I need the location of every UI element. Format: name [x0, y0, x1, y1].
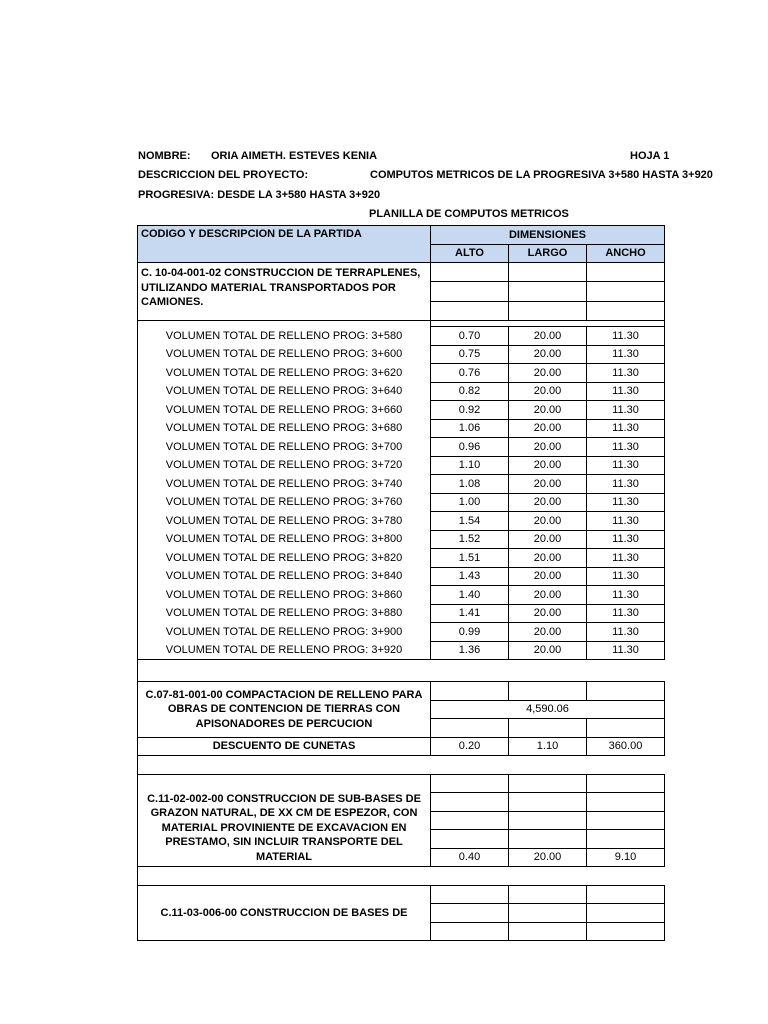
- volumen-row-largo: 20.00: [509, 456, 587, 475]
- volumen-row-ancho: 11.30: [587, 567, 665, 586]
- volumen-row: [138, 549, 665, 568]
- empty-cell: [509, 922, 587, 941]
- volumen-row: [138, 586, 665, 605]
- spacer-row: [138, 756, 665, 775]
- volumen-row: [138, 623, 665, 642]
- volumen-row-largo: 20.00: [509, 364, 587, 383]
- section3-title: C.11-02-002-00 CONSTRUCCION DE SUB-BASES DE GRAZON NATURAL, DE XX CM DE ESPEZOR, CON MATERIAL PROVINIENTE DE EXCAVACION EN PRESTAMO, SIN INCLUIR TRANSPORTE DEL MATERIAL: [138, 774, 431, 867]
- section2-title: C.07-81-001-00 COMPACTACION DE RELLENO PARA OBRAS DE CONTENCION DE TIERRAS CON APISONADORES DE PERCUCION: [138, 682, 431, 738]
- spacer-row: [138, 867, 665, 886]
- nombre-label: NOMBRE:: [138, 150, 191, 162]
- volumen-row-desc: VOLUMEN TOTAL DE RELLENO PROG: 3+740: [138, 475, 431, 494]
- volumen-row-largo: 20.00: [509, 345, 587, 364]
- volumen-row: [138, 401, 665, 420]
- volumen-row-ancho: 11.30: [587, 401, 665, 420]
- volumen-row-ancho: 11.30: [587, 364, 665, 383]
- empty-cell: [509, 830, 587, 849]
- volumen-row: [138, 567, 665, 586]
- volumen-row-alto: 0.96: [431, 438, 509, 457]
- volumen-row-desc: VOLUMEN TOTAL DE RELLENO PROG: 3+900: [138, 623, 431, 642]
- volumen-row: [138, 438, 665, 457]
- volumen-row-alto: 1.00: [431, 493, 509, 512]
- codigo-header-label: CODIGO Y DESCRIPCION DE LA PARTIDA: [141, 228, 362, 240]
- volumen-row: [138, 327, 665, 346]
- ancho-header: ANCHO: [587, 244, 665, 263]
- empty-cell: [587, 885, 665, 904]
- empty-cell: [587, 682, 665, 701]
- volumen-row-largo: 20.00: [509, 586, 587, 605]
- section3-row-alto: 0.40: [431, 848, 509, 867]
- volumen-row-alto: 0.99: [431, 623, 509, 642]
- volumen-row-alto: 1.36: [431, 641, 509, 660]
- section2-total: 4,590.06: [431, 700, 665, 719]
- volumen-row-largo: 20.00: [509, 382, 587, 401]
- volumen-row-desc: VOLUMEN TOTAL DE RELLENO PROG: 3+680: [138, 419, 431, 438]
- volumen-row-largo: 20.00: [509, 623, 587, 642]
- volumen-row-alto: 1.43: [431, 567, 509, 586]
- spacer-cell: [138, 660, 665, 682]
- volumen-row-desc: VOLUMEN TOTAL DE RELLENO PROG: 3+920: [138, 641, 431, 660]
- empty-cell: [431, 719, 509, 738]
- volumen-row-ancho: 11.30: [587, 586, 665, 605]
- volumen-row-alto: 0.76: [431, 364, 509, 383]
- volumen-row-alto: 1.54: [431, 512, 509, 531]
- volumen-row-largo: 20.00: [509, 401, 587, 420]
- volumen-row-desc: VOLUMEN TOTAL DE RELLENO PROG: 3+800: [138, 530, 431, 549]
- volumen-row: [138, 364, 665, 383]
- volumen-row-largo: 20.00: [509, 419, 587, 438]
- empty-cell: [587, 719, 665, 738]
- empty-cell: [431, 682, 509, 701]
- empty-cell: [587, 301, 665, 320]
- volumen-row-desc: VOLUMEN TOTAL DE RELLENO PROG: 3+620: [138, 364, 431, 383]
- section2-row-ancho: 360.00: [587, 737, 665, 756]
- volumen-row-alto: 1.51: [431, 549, 509, 568]
- volumen-row-desc: VOLUMEN TOTAL DE RELLENO PROG: 3+860: [138, 586, 431, 605]
- descripcion-label: DESCRICCION DEL PROYECTO:: [138, 169, 309, 181]
- planilla-title: PLANILLA DE COMPUTOS METRICOS: [369, 208, 569, 220]
- spacer-row: [138, 660, 665, 682]
- empty-cell: [587, 904, 665, 923]
- progresiva-label: PROGRESIVA: DESDE LA 3+580 HASTA 3+920: [138, 189, 381, 201]
- section3-row-largo: 20.00: [509, 848, 587, 867]
- empty-cell: [431, 922, 509, 941]
- volumen-row-alto: 1.52: [431, 530, 509, 549]
- volumen-row: [138, 345, 665, 364]
- descripcion-value: COMPUTOS METRICOS DE LA PROGRESIVA 3+580 HASTA 3+920: [370, 169, 713, 181]
- volumen-row-ancho: 11.30: [587, 456, 665, 475]
- section4-title: C.11-03-006-00 CONSTRUCCION DE BASES DE: [138, 885, 431, 941]
- volumen-row-largo: 20.00: [509, 549, 587, 568]
- volumen-row-desc: VOLUMEN TOTAL DE RELLENO PROG: 3+720: [138, 456, 431, 475]
- volumen-row-ancho: 11.30: [587, 419, 665, 438]
- volumen-row-desc: VOLUMEN TOTAL DE RELLENO PROG: 3+840: [138, 567, 431, 586]
- empty-cell: [509, 811, 587, 830]
- volumen-row: [138, 512, 665, 531]
- volumen-row-alto: 1.08: [431, 475, 509, 494]
- empty-cell: [431, 793, 509, 812]
- volumen-row-alto: 0.82: [431, 382, 509, 401]
- empty-cell: [587, 263, 665, 282]
- volumen-row-alto: 1.06: [431, 419, 509, 438]
- volumen-row-ancho: 11.30: [587, 438, 665, 457]
- section2-row: [138, 737, 665, 756]
- spacer-cell: [138, 756, 665, 775]
- empty-cell: [509, 885, 587, 904]
- empty-cell: [509, 682, 587, 701]
- volumen-row-largo: 20.00: [509, 641, 587, 660]
- dimensiones-header: DIMENSIONES: [431, 226, 665, 245]
- alto-header: ALTO: [431, 244, 509, 263]
- volumen-row-ancho: 11.30: [587, 475, 665, 494]
- empty-cell: [431, 811, 509, 830]
- volumen-row-ancho: 11.30: [587, 382, 665, 401]
- section2-row-desc: DESCUENTO DE CUNETAS: [138, 737, 431, 756]
- empty-cell: [509, 904, 587, 923]
- section1-title: C. 10-04-001-02 CONSTRUCCION DE TERRAPLENES, UTILIZANDO MATERIAL TRANSPORTADOS POR CAMIONES.: [138, 263, 431, 321]
- largo-header: LARGO: [509, 244, 587, 263]
- header-area: [0, 0, 713, 220]
- volumen-row-desc: VOLUMEN TOTAL DE RELLENO PROG: 3+700: [138, 438, 431, 457]
- spacer-cell: [138, 867, 665, 886]
- page-bottom-blank: [0, 942, 768, 1024]
- volumen-row: [138, 530, 665, 549]
- volumen-row: [138, 419, 665, 438]
- volumen-row-ancho: 11.30: [587, 345, 665, 364]
- volumen-row-largo: 20.00: [509, 530, 587, 549]
- section3-row-ancho: 9.10: [587, 848, 665, 867]
- volumen-row-ancho: 11.30: [587, 530, 665, 549]
- empty-cell: [587, 282, 665, 301]
- volumen-row: [138, 604, 665, 623]
- empty-cell: [587, 774, 665, 793]
- empty-cell: [587, 811, 665, 830]
- computos-table: [137, 225, 665, 941]
- volumen-row-alto: 1.40: [431, 586, 509, 605]
- empty-cell: [431, 774, 509, 793]
- volumen-row-ancho: 11.30: [587, 623, 665, 642]
- empty-cell: [587, 793, 665, 812]
- volumen-row-largo: 20.00: [509, 604, 587, 623]
- nombre-value: ORIA AIMETH. ESTEVES KENIA: [211, 150, 378, 162]
- volumen-row-desc: VOLUMEN TOTAL DE RELLENO PROG: 3+660: [138, 401, 431, 420]
- section2-row-alto: 0.20: [431, 737, 509, 756]
- volumen-row: [138, 382, 665, 401]
- codigo-header: [138, 226, 431, 263]
- volumen-row-largo: 20.00: [509, 438, 587, 457]
- empty-cell: [587, 830, 665, 849]
- volumen-row-alto: 0.92: [431, 401, 509, 420]
- empty-cell: [431, 904, 509, 923]
- volumen-row-alto: 0.70: [431, 327, 509, 346]
- volumen-row-alto: 0.75: [431, 345, 509, 364]
- volumen-row-largo: 20.00: [509, 493, 587, 512]
- volumen-row-desc: VOLUMEN TOTAL DE RELLENO PROG: 3+820: [138, 549, 431, 568]
- empty-cell: [509, 793, 587, 812]
- volumen-row-desc: VOLUMEN TOTAL DE RELLENO PROG: 3+880: [138, 604, 431, 623]
- volumen-row-ancho: 11.30: [587, 604, 665, 623]
- volumen-row-ancho: 11.30: [587, 327, 665, 346]
- volumen-row-desc: VOLUMEN TOTAL DE RELLENO PROG: 3+640: [138, 382, 431, 401]
- empty-cell: [431, 282, 509, 301]
- volumen-row-alto: 1.41: [431, 604, 509, 623]
- volumen-row-largo: 20.00: [509, 327, 587, 346]
- volumen-row-desc: VOLUMEN TOTAL DE RELLENO PROG: 3+760: [138, 493, 431, 512]
- volumen-row-desc: VOLUMEN TOTAL DE RELLENO PROG: 3+600: [138, 345, 431, 364]
- empty-cell: [431, 263, 509, 282]
- section2-row-largo: 1.10: [509, 737, 587, 756]
- empty-cell: [431, 885, 509, 904]
- volumen-row-desc: VOLUMEN TOTAL DE RELLENO PROG: 3+780: [138, 512, 431, 531]
- volumen-row-alto: 1.10: [431, 456, 509, 475]
- empty-cell: [509, 282, 587, 301]
- header-row-1: [138, 226, 665, 245]
- volumen-row-ancho: 11.30: [587, 493, 665, 512]
- empty-cell: [431, 301, 509, 320]
- empty-cell: [509, 263, 587, 282]
- volumen-row-ancho: 11.30: [587, 641, 665, 660]
- volumen-row: [138, 475, 665, 494]
- empty-cell: [509, 719, 587, 738]
- hoja-label: HOJA 1: [630, 150, 670, 162]
- empty-cell: [509, 774, 587, 793]
- volumen-row-ancho: 11.30: [587, 512, 665, 531]
- volumen-row-largo: 20.00: [509, 567, 587, 586]
- volumen-row-largo: 20.00: [509, 475, 587, 494]
- volumen-row-ancho: 11.30: [587, 549, 665, 568]
- volumen-row: [138, 456, 665, 475]
- empty-cell: [509, 301, 587, 320]
- volumen-row-desc: VOLUMEN TOTAL DE RELLENO PROG: 3+580: [138, 327, 431, 346]
- volumen-row: [138, 641, 665, 660]
- empty-cell: [431, 830, 509, 849]
- empty-cell: [587, 922, 665, 941]
- volumen-row: [138, 493, 665, 512]
- volumen-row-largo: 20.00: [509, 512, 587, 531]
